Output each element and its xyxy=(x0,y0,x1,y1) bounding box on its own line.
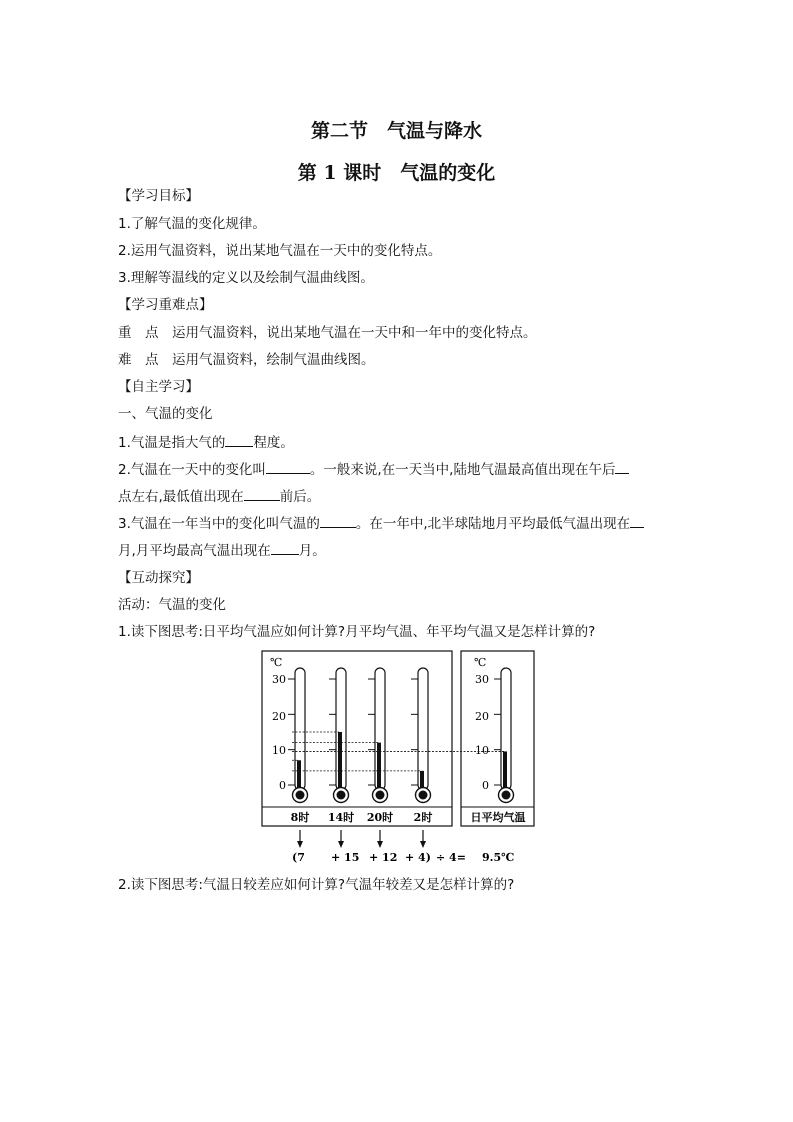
question-text: 月,月平均最高气温出现在 xyxy=(118,543,271,559)
lesson-title: 第 1 课时 气温的变化 xyxy=(297,162,496,184)
formula-plus: + 4) xyxy=(405,851,431,864)
question-3-cont xyxy=(118,540,678,561)
question-text: 1.气温是指大气的 xyxy=(118,435,226,451)
fill-blank[interactable] xyxy=(244,486,280,501)
question-text: 点左右,最低值出现在 xyxy=(118,489,244,505)
question-text: 前后。 xyxy=(279,489,321,505)
mercury-bar xyxy=(297,760,301,791)
thermometer-bulb-fill xyxy=(337,791,346,800)
right-panel-frame xyxy=(461,651,534,826)
goal-item: 3.理解等温线的定义以及绘制气温曲线图。 xyxy=(118,270,374,286)
mercury-bar xyxy=(377,743,381,791)
formula-open: (7 xyxy=(292,851,305,864)
thermometer-chart xyxy=(258,650,538,868)
thermometer-bulb-fill xyxy=(502,791,511,800)
question-text: 3.气温在一年当中的变化叫气温的 xyxy=(118,516,320,532)
x-tick-label: 2时 xyxy=(413,811,433,824)
y-tick-label: 0 xyxy=(482,779,489,792)
mercury-bar xyxy=(503,751,507,791)
question-text: 程度。 xyxy=(253,435,294,451)
formula-result: 9.5℃ xyxy=(482,851,515,864)
unit-label-left: ℃ xyxy=(270,656,283,669)
y-tick-label: 10 xyxy=(272,744,286,757)
goal-item: 2.运用气温资料，说出某地气温在一天中的变化特点。 xyxy=(118,243,442,259)
fill-blank[interactable] xyxy=(266,459,310,474)
question-text: 2.气温在一天中的变化叫 xyxy=(118,462,266,478)
self-study-section: 一、气温的变化 xyxy=(118,406,213,422)
activity-label: 活动：气温的变化 xyxy=(118,597,226,613)
y-tick-label: 0 xyxy=(279,779,286,792)
arrow-head xyxy=(420,841,426,848)
y-tick-label: 20 xyxy=(475,710,489,723)
y-tick-label: 10 xyxy=(475,744,489,757)
explore-heading: 【互动探究】 xyxy=(118,570,199,586)
average-label: 日平均气温 xyxy=(470,811,526,824)
explore-question-1: 1.读下图思考:日平均气温应如何计算?月平均气温、年平均气温又是怎样计算的? xyxy=(118,624,596,640)
fill-blank[interactable] xyxy=(271,540,299,555)
x-tick-label: 8时 xyxy=(290,811,310,824)
question-text: 。一般来说,在一天当中,陆地气温最高值出现在午后 xyxy=(309,462,616,478)
explore-question-2: 2.读下图思考:气温日较差应如何计算?气温年较差又是怎样计算的? xyxy=(118,877,515,893)
unit-label-right: ℃ xyxy=(474,656,487,669)
y-tick-label: 20 xyxy=(272,710,286,723)
question-1 xyxy=(118,432,678,453)
mercury-bar xyxy=(338,732,342,791)
key-point-difficult: 难 点 运用气温资料，绘制气温曲线图。 xyxy=(118,352,375,368)
x-tick-label: 14时 xyxy=(327,811,355,824)
thermometer-figure xyxy=(258,650,538,872)
y-tick-label: 30 xyxy=(272,673,286,686)
formula-plus: + 12 xyxy=(369,851,398,864)
x-tick-label: 20时 xyxy=(366,811,394,824)
y-tick-label: 30 xyxy=(475,673,489,686)
fill-blank[interactable] xyxy=(615,459,629,474)
thermometer-bulb-fill xyxy=(376,791,385,800)
question-2-cont xyxy=(118,486,678,507)
formula-divide: ÷ 4= xyxy=(436,851,466,864)
arrow-head xyxy=(377,841,383,848)
goals-heading: 【学习目标】 xyxy=(118,188,199,204)
question-2 xyxy=(118,459,678,480)
fill-blank[interactable] xyxy=(630,513,644,528)
question-3 xyxy=(118,513,678,534)
section-title: 第二节 气温与降水 xyxy=(310,120,482,142)
formula-plus: + 15 xyxy=(331,851,360,864)
thermometer-bulb-fill xyxy=(296,791,305,800)
arrow-head xyxy=(297,841,303,848)
fill-blank[interactable] xyxy=(225,432,253,447)
thermometer-bulb-fill xyxy=(419,791,428,800)
arrow-head xyxy=(338,841,344,848)
goal-item: 1.了解气温的变化规律。 xyxy=(118,216,266,232)
fill-blank[interactable] xyxy=(320,513,356,528)
question-text: 。在一年中,北半球陆地月平均最低气温出现在 xyxy=(355,516,631,532)
key-points-heading: 【学习重难点】 xyxy=(118,297,213,313)
self-study-heading: 【自主学习】 xyxy=(118,379,199,395)
question-text: 月。 xyxy=(298,543,326,559)
key-point-important: 重 点 运用气温资料，说出某地气温在一天中和一年中的变化特点。 xyxy=(118,325,537,341)
